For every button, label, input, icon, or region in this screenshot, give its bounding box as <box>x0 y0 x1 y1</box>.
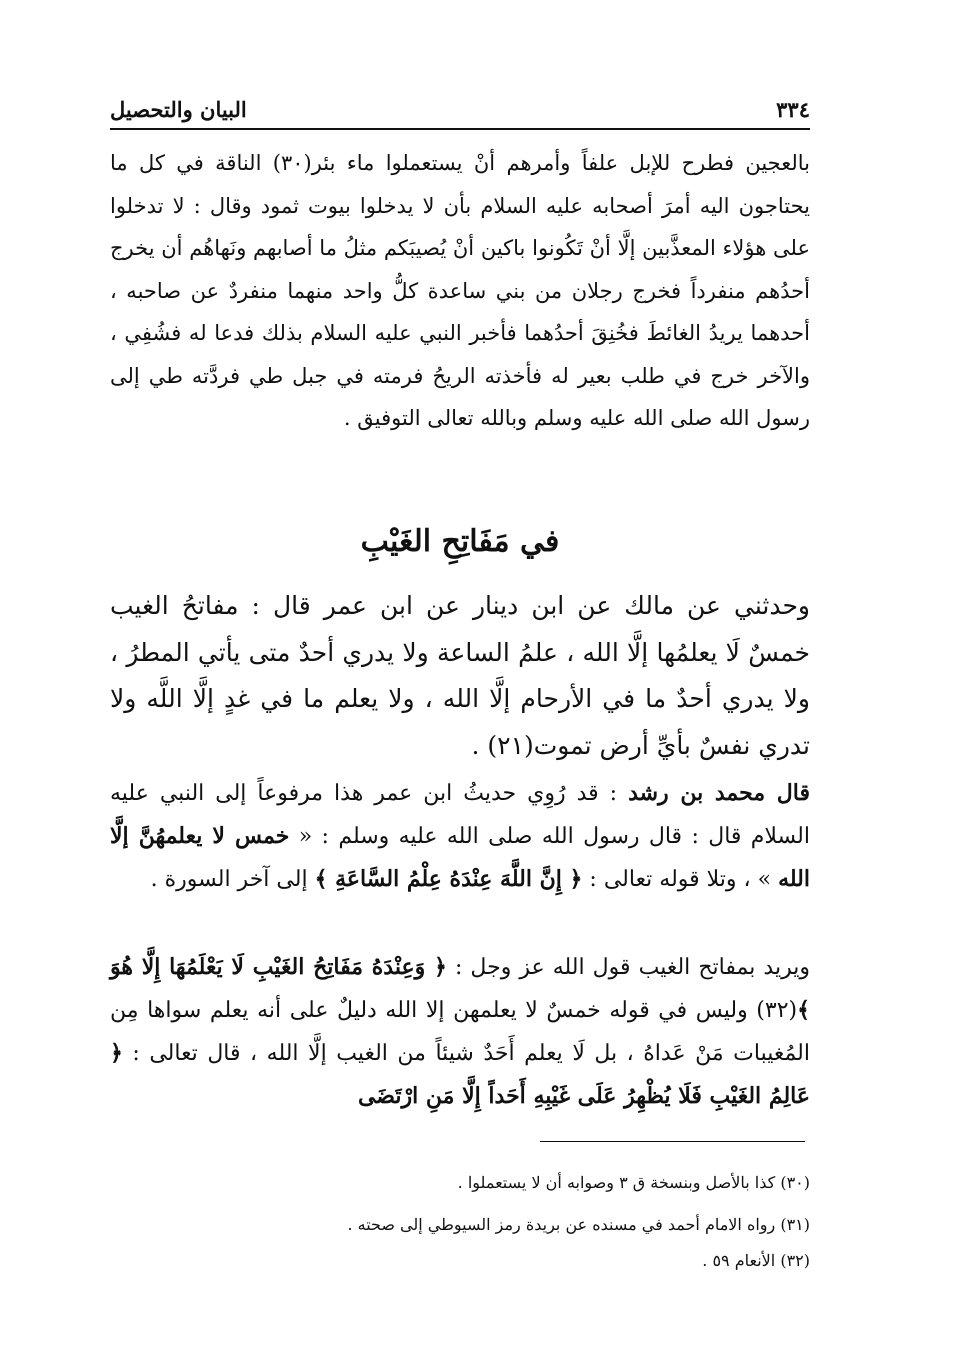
footnote-30: (٣٠) كذا بالأصل وبنسخة ق ٣ وصوابه أن لا يستعملوا . <box>457 1173 810 1192</box>
running-title: البيان والتحصيل <box>110 97 247 122</box>
footnote-31: (٣١) رواه الامام أحمد في مسنده عن بريدة رمز السيوطي إلى صحته . <box>347 1215 810 1234</box>
footnote-32: (٣٢) الأنعام ٥٩ . <box>702 1251 810 1270</box>
footnotes-divider <box>540 1141 805 1142</box>
paragraph-2: وحدثني عن مالك عن ابن دينار عن ابن عمر قال : مفاتحُ الغيب خمسٌ لَا يعلمُها إلَّا الله ، علمُ الساعة ولا يدري أحدٌ متى يأتي المطرُ ، ولا يدري أحدٌ ما في الأرحام إلَّا الله ، ولا يعلم ما في غدٍ إلَّا اللَّه ولا تدري نفسٌ بأيِّ أرض تموت(٢١) . <box>110 591 810 760</box>
header-divider <box>110 128 810 130</box>
section-title: في مَفَاتِحِ الغَيْبِ <box>360 524 560 559</box>
paragraph-4-text-2: (٣٢) وليس في قوله خمسٌ لا يعلمهن إلا الله دليلٌ على أنه يعلم سواها مِن المُغيبات مَنْ عَداهُ ، بل لَا يعلم أَحَدٌ شيئاً من الغيب إلَّا الله ، قال تعالى : <box>110 998 810 1066</box>
paragraph-4-text-1: ويريد بمفاتح الغيب قول الله عز وجل : <box>446 955 810 980</box>
paragraph-1: بالعجين فطرح للإبل علفاً وأمرهم أنْ يستعملوا ماء بئر(٣٠) الناقة في كل ما يحتاجون اليه أمرَ أصحابه عليه السلام بأن لا يدخلوا بيوت ثمود وقال : لا تدخلوا على هؤلاء المعذَّبين إلَّا أنْ تَكُونوا باكين أنْ يُصيبَكم مثلُ ما أصابهم ونَهاهُم أن يخرج أحدُهم منفرداً فخرج رجلان من بني ساعدة كلُّ واحد منهما منفردٌ عن صاحبه ، أحدهما يريدُ الغائطَ فخُنِقَ أحدُهما فأخبر النبي عليه السلام بذلك فدعا له فشُفِي ، والآخر خرج في طلب بعير له فأخذته الريحُ فرمته في جبل طي فردَّته طي إلى رسول الله صلى الله عليه وسلم وبالله تعالى التوفيق . <box>110 151 810 430</box>
quran-verse-1: ﴿ إِنَّ اللَّهَ عِنْدَهُ عِلْمُ السَّاعَةِ ﴾ <box>314 866 583 892</box>
paragraph-3-lead: قال محمد بن رشد <box>628 780 810 806</box>
paragraph-4 <box>110 946 810 1118</box>
paragraph-3-text-2: » ، وتلا قوله تعالى : <box>582 867 779 892</box>
page-header <box>110 86 810 122</box>
hadith-quote: خمس لا يعلمهُنَّ إلَّا الله <box>110 823 810 892</box>
paragraph-3-text-3: إلى آخر السورة . <box>150 867 315 892</box>
quran-verse-3: ﴿ عَالِمُ الغَيْبِ فَلَا يُظْهِرُ عَلَى غَيْبِهِ أَحَداً إِلَّا مَنِ ارْتَضَى <box>110 1040 810 1109</box>
quran-verse-2: ﴿ وَعِنْدَهُ مَفَاتِحُ الغَيْبِ لَا يَعْلَمُهَا إِلَّا هُوَ ﴾ <box>110 954 810 1023</box>
paragraph-3 <box>110 772 810 901</box>
paragraph-3-text-1: : قد رُوِي حديثُ ابن عمر هذا مرفوعاً إلى النبي عليه السلام قال : قال رسول الله صلى الله عليه وسلم : « <box>110 781 810 849</box>
page-number: ٣٣٤ <box>776 97 810 122</box>
